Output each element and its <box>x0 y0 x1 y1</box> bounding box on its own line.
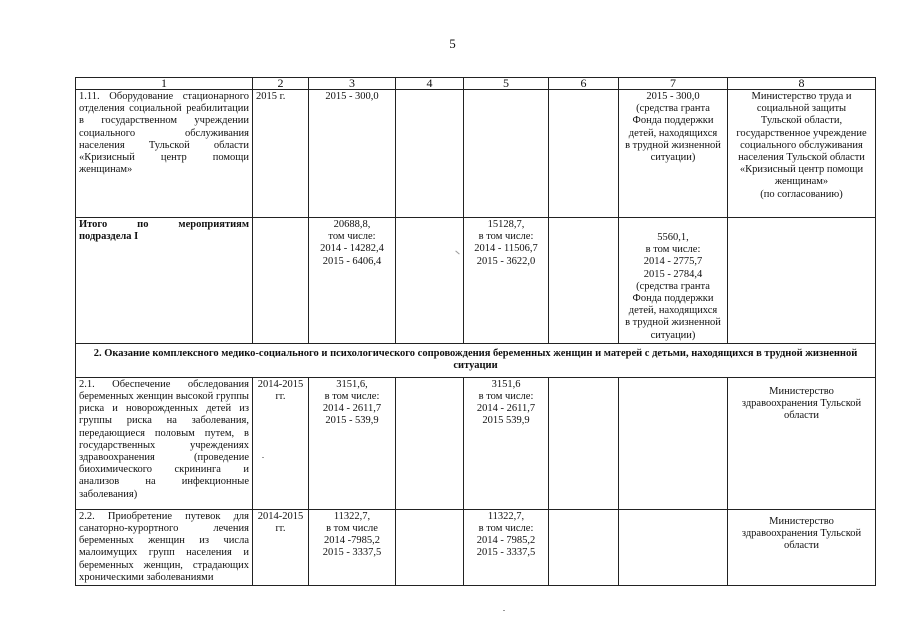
header-col-5: 5 <box>464 78 549 90</box>
header-col-2: 2 <box>253 78 309 90</box>
row-1-11-regional <box>464 90 549 218</box>
program-table <box>75 77 876 586</box>
table-row-2-1 <box>76 377 876 509</box>
table-row-1-11 <box>76 90 876 218</box>
row-1-11-period: 2015 г. <box>253 90 309 218</box>
header-row <box>76 78 876 90</box>
header-col-1: 1 <box>76 78 253 90</box>
table-row-total <box>76 218 876 344</box>
row-2-2-executor: Министерство здравоохранения Тульской области <box>728 509 876 585</box>
row-1-11-federal <box>396 90 464 218</box>
row-2-2-period: 2014-2015 гг. <box>253 509 309 585</box>
header-col-4: 4 <box>396 78 464 90</box>
row-2-1-total: 3151,6, в том числе: 2014 - 2611,7 2015 - 539,9 <box>309 377 396 509</box>
row-2-2-total: 11322,7, в том числе 2014 -7985,2 2015 - 3337,5 <box>309 509 396 585</box>
table-row-2-2 <box>76 509 876 585</box>
row-1-11-other: 2015 - 300,0 (средства гранта Фонда поддержки детей, находящихся в трудной жизненной ситуации) <box>619 90 728 218</box>
header-col-6: 6 <box>549 78 619 90</box>
page-number: 5 <box>449 36 456 51</box>
row-2-1-executor: Министерство здравоохранения Тульской области <box>728 377 876 509</box>
row-1-11-local <box>549 90 619 218</box>
scan-speck <box>262 457 264 458</box>
row-total-other: 5560,1, в том числе: 2014 - 2775,7 2015 - 2784,4 (средства гранта Фонда поддержки детей, находящихся в трудной жизненной ситуации) <box>619 218 728 344</box>
row-total-name: Итого по мероприятиям подраздела I <box>76 218 253 344</box>
header-col-3: 3 <box>309 78 396 90</box>
row-2-1-name: 2.1. Обеспечение обследования беременных женщин высокой группы риска и новорожденных детей из группы риска на заболевания, передающиеся половым путем, в государственных учреждениях здравоохранения (проведение биохимического скрининга и анализов на инфекционные заболевания) <box>76 377 253 509</box>
header-col-8: 8 <box>728 78 876 90</box>
row-1-11-name: 1.11. Оборудование стационарного отделения социальной реабилитации в государственном учреждении социального обслуживания населения Тульской области «Кризисный центр помощи женщинам» <box>76 90 253 218</box>
header-col-7: 7 <box>619 78 728 90</box>
section-2-title: 2. Оказание комплексного медико-социального и психологического сопровождения беременных женщин и матерей с детьми, находящихся в трудной жизненной ситуации <box>76 343 876 377</box>
row-2-2-name: 2.2. Приобретение путевок для санаторно-курортного лечения беременных женщин из числа малоимущих групп населения и беременных женщин, страдающих хроническими заболеваниями <box>76 509 253 585</box>
row-total-regional: 15128,7, в том числе: 2014 - 11506,7 2015 - 3622,0 <box>464 218 549 344</box>
row-1-11-executor: Министерство труда и социальной защиты Тульской области, государственное учреждение социального обслуживания населения Тульской области «Кризисный центр помощи женщинам» (по согласованию) <box>728 90 876 218</box>
scan-speck <box>503 610 505 611</box>
row-2-1-regional: 3151,6 в том числе: 2014 - 2611,7 2015 539,9 <box>464 377 549 509</box>
row-2-2-regional: 11322,7, в том числе: 2014 - 7985,2 2015 - 3337,5 <box>464 509 549 585</box>
row-total-total: 20688,8, том числе: 2014 - 14282,4 2015 - 6406,4 <box>309 218 396 344</box>
row-1-11-total: 2015 - 300,0 <box>309 90 396 218</box>
row-2-1-period: 2014-2015 гг. <box>253 377 309 509</box>
section-2-row <box>76 343 876 377</box>
